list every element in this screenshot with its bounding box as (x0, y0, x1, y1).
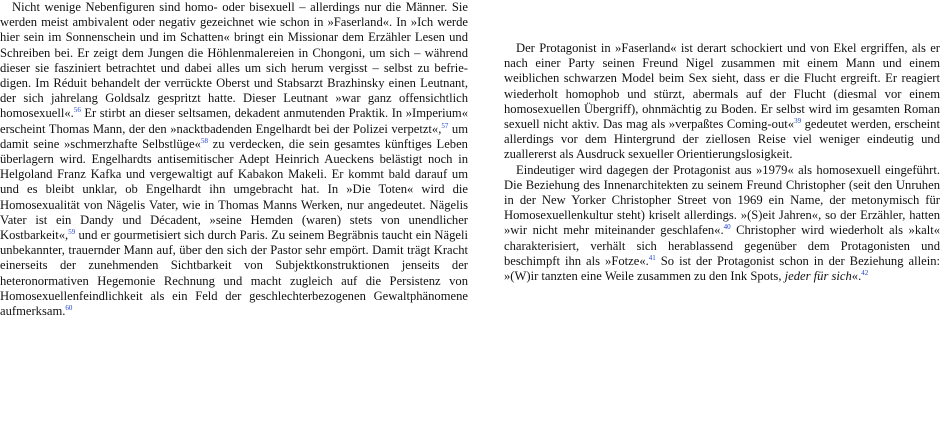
paragraph-minor-characters (0, 0, 468, 319)
text-segment: Der Protagonist in »Faserland« ist derart schockiert und von Ekel ergriffen, als er nach einer Party seinen Freund Nigel zusammen mit einem Mann und einem weiblichen schwarzen Model beim Sex sieht, dass er die Flucht ergreift. Er reagiert wiederholt homophob und stürzt, abermals auf der Flucht (diesmal vor einem homosexuellen Übergriff), ohnmächtig zu Boden. Er selbst wird im gesamten Roman sexuell nicht aktiv. Das mag als »verpaßtes Coming-out« (504, 41, 940, 132)
footnote-ref-41[interactable]: 41 (648, 253, 656, 262)
paragraph-faserland (504, 41, 940, 163)
footnote-ref-60[interactable]: 60 (65, 303, 73, 312)
text-segment: So ist der Protagonist schon in der Beziehung allein: »(W)ir tanzten eine Weile zusammen zu den Ink Spots, (504, 253, 940, 284)
text-segment: Eindeutiger wird dagegen der Protagonist aus »1979« als homosexuell eingeführt. Die Beziehung des Innenarchitekten zu seinem Freund Christopher (seit den Unruhen in der New Yorker Christopher Street von 1969 ein Name, der metonymisch für Homosexuellenkultur steht) kriselt allerdings. »(S)eit Jahren«, so der Erzähler, hatten »wir nicht mehr miteinander geschlafen«. (504, 162, 940, 238)
footnote-ref-42[interactable]: 42 (861, 268, 869, 277)
footnote-ref-57[interactable]: 57 (441, 121, 449, 130)
emphasis-text: jeder für sich (784, 269, 852, 284)
text-segment: Er stirbt an dieser seltsamen, dekadent anmutenden Praktik. In »Imperium« erscheint Thomas Mann, der den »nacktbadenden Engelhardt bei der Polizei verpetzt«, (0, 106, 468, 136)
text-segment: und er gourmetisiert sich durch Paris. Zu seinem Begräbnis taucht ein Nägeli unbekannter, trauernder Mann auf, über den sich der Pastor sehr empört. Damit trägt Kracht einerseits der zunehmenden Sichtbarkeit von Subjektkonstruktionen jenseits der heteronormativen Hegemonie Rechnung und macht zugleich auf die Persistenz von Homosexuellenfeindlichkeit als ein Feld der geschlechterbezogenen Gewaltphänomene aufmerksam. (0, 228, 468, 319)
footnote-ref-40[interactable]: 40 (723, 223, 731, 232)
footnote-ref-58[interactable]: 58 (200, 136, 208, 145)
text-segment: zu verdecken, die sein gesamtes künftiges Leben überlagern wird. Engelhardts antisemitischer Adept Heinrich Aueckens belästigt noch in Helgoland Franz Kafka und vergewaltigt auf Kabakon Makeli. Er kommt bald darauf um und es bleibt unklar, ob Engelhardt ihn umgebracht hat. In »Die Toten« wird die Homosexualität von Nägelis Vater, wie in Thomas Manns Werken, nur angedeutet. Nägelis Vater ist ein Dandy und Décadent, »seine Hemden (waren) stets von unendlicher Kostbarkeit«, (0, 136, 468, 243)
text-segment: «. (851, 269, 862, 284)
footnote-ref-59[interactable]: 59 (68, 227, 76, 236)
text-segment: um damit seine »schmerzhafte Selbstlüge« (0, 121, 468, 151)
footnote-ref-56[interactable]: 56 (73, 106, 81, 115)
right-column (504, 41, 940, 284)
footnote-ref-39[interactable]: 39 (794, 116, 802, 125)
paragraph-1979 (504, 163, 940, 285)
text-segment: Nicht wenige Nebenfiguren sind homo- oder bisexuell – allerdings nur die Männer. Sie werden meist ambivalent oder negativ gezeichnet wie schon in »Faserland«. In »Ich werde hier sein im Sonnenschein und im Schatten« bringt ein Missionar dem Erzähler Lesen und Schreiben bei. Er zeigt dem Jungen die Höhlenmalereien in Chongoni, um sich – während dieser sie fasziniert betrachtet und dabei alles um sich herum vergisst – selbst zu befriedigen. Im Réduit behandelt der verrückte Oberst und Stabsarzt Brazhinsky einen Leutnant, der sich jahrelang Goldsalz gespritzt hatte. Dieser Leutnant »war ganz offensichtlich homosexuell«. (0, 0, 468, 121)
left-column (0, 0, 468, 319)
text-segment: gedeutet werden, erscheint allerdings vor dem Hintergrund der ziellosen Reise viel weniger eindeutig und zuallererst als Ausdruck sexueller Orientierungslosigkeit. (504, 117, 940, 162)
text-segment: Christopher wird wiederholt als »kalt« charakterisiert, verhält sich herablassend gegenüber dem Protagonisten und beschimpft ihn als »Fotze«. (504, 223, 940, 268)
